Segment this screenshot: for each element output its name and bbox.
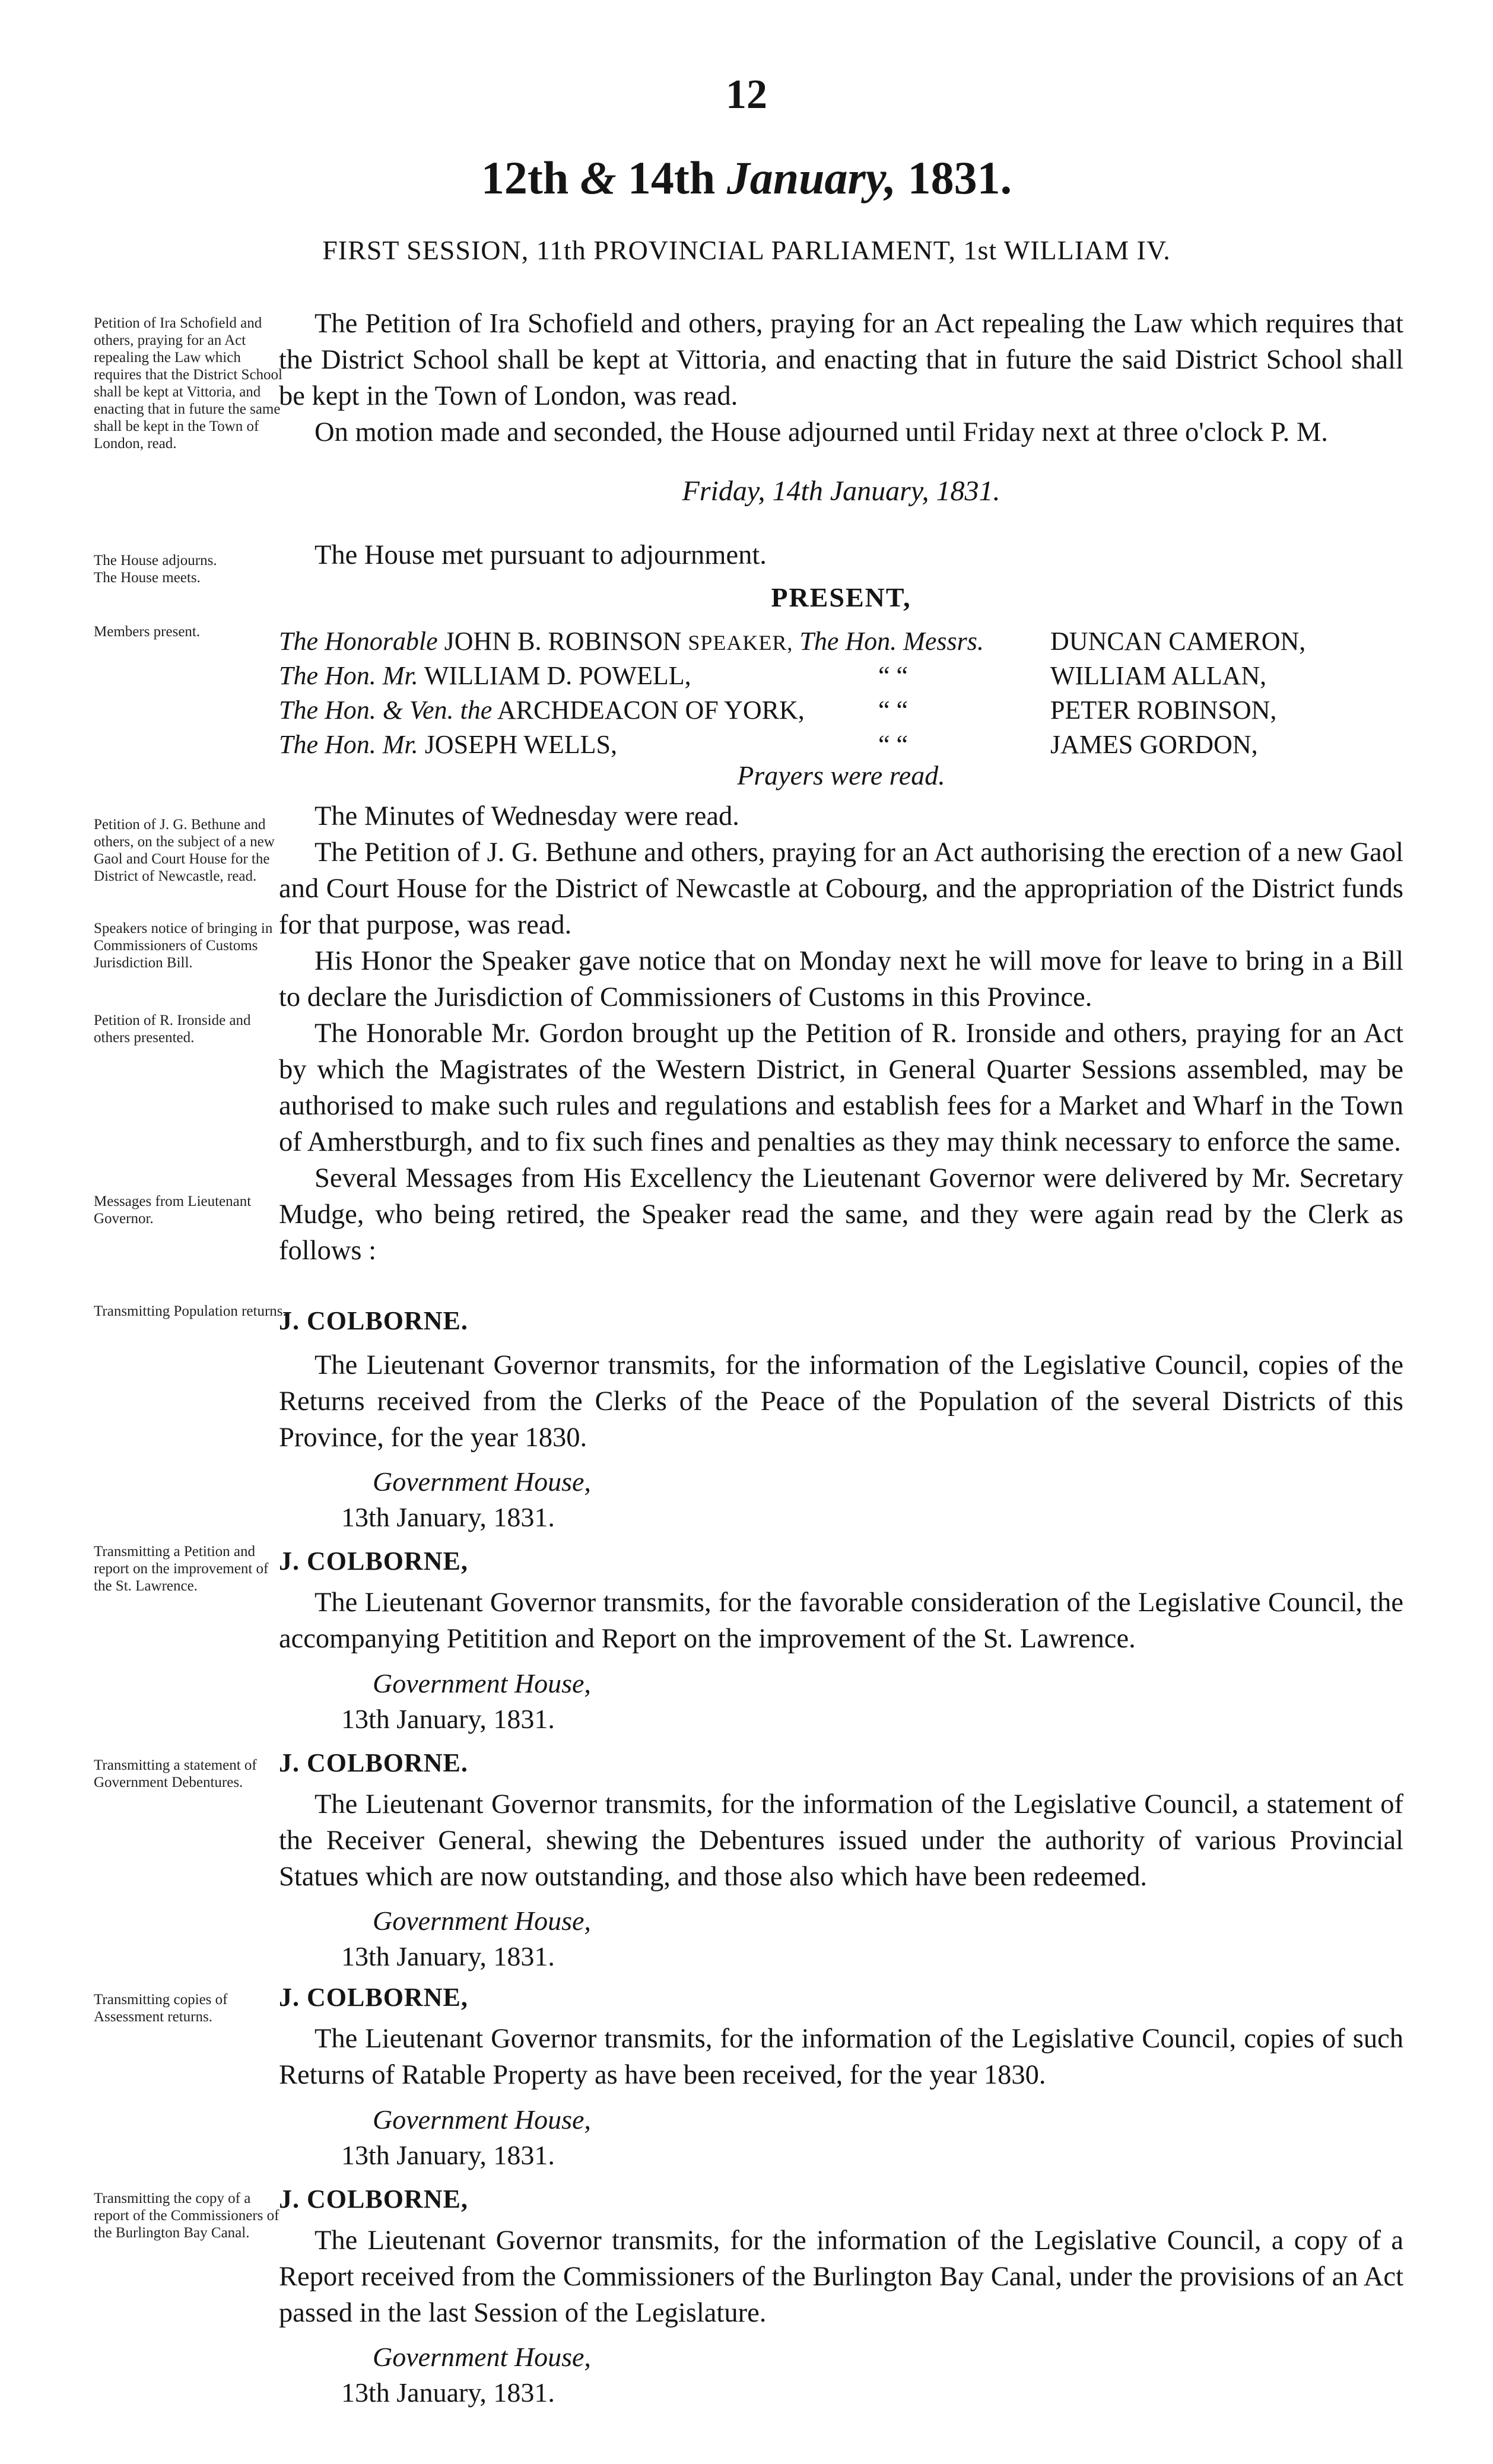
- margin-note-ironside: Petition of R. Ironside and others presented.: [94, 1012, 251, 1046]
- member-title: SPEAKER,: [688, 631, 793, 655]
- message-signature: J. COLBORNE.: [279, 1748, 468, 1777]
- bethune-petition-paragraph: The Petition of J. G. Bethune and others, praying for an Act authorising the erection of a new Gaol and Court House for the District of Newcastle at Cobourg, and the appropriation of the District funds for that purpose, was read.: [279, 837, 1403, 940]
- member-ditto: The Hon. Messrs.: [799, 627, 984, 656]
- message-body: The Lieutenant Governor transmits, for the favorable consideration of the Legislative Council, the accompanying Petitition and Report on the improvement of the St. Lawrence.: [279, 1587, 1403, 1654]
- member-ditto: “ “: [878, 696, 908, 725]
- house-met-section: [279, 537, 1403, 573]
- member-row-right: WILLIAM ALLAN,: [1050, 661, 1267, 690]
- minutes-paragraph: The Minutes of Wednesday were read.: [315, 801, 739, 831]
- message-body: The Lieutenant Governor transmits, for the information of the Legislative Council, a statement of the Receiver General, shewing the Debentures issued under the authority of various Provincial Statues which are now outstanding, and those also which have been redeemed.: [279, 1789, 1403, 1892]
- opening-section: [279, 306, 1403, 450]
- member-row: [279, 661, 691, 696]
- present-label: PRESENT,: [771, 582, 911, 612]
- message-date: 13th January, 1831.: [341, 2140, 555, 2170]
- schofield-petition-paragraph: The Petition of Ira Schofield and others, praying for an Act repealing the Law which requires that the District School shall be kept at Vittoria, and enacting that in future the said District School shall be kept in the Town of London, was read.: [279, 309, 1403, 411]
- member-row: [279, 695, 805, 731]
- message-place: Government House,: [373, 1906, 591, 1936]
- member-ditto: “ “: [878, 730, 908, 759]
- margin-note-assessment: Transmitting copies of Assessment returns.: [94, 1992, 228, 2025]
- proceedings-section: [279, 798, 1403, 1269]
- member-name: ARCHDEACON OF YORK,: [497, 696, 805, 725]
- message-signature: J. COLBORNE,: [279, 2184, 468, 2214]
- margin-note-bethune: Petition of J. G. Bethune and others, on the subject of a new Gaol and Court House for the District of Newcastle, read.: [94, 817, 275, 884]
- date-amp: &: [580, 152, 617, 204]
- member-name: JOSEPH WELLS,: [424, 730, 618, 759]
- page-number: 12: [726, 72, 767, 118]
- date-year: 1831.: [907, 152, 1012, 204]
- member-row-right: PETER ROBINSON,: [1050, 696, 1277, 725]
- margin-note-meets: The House meets.: [94, 570, 201, 586]
- margin-note-speaker-notice: Speakers notice of bringing in Commissioners of Customs Jurisdiction Bill.: [94, 920, 273, 971]
- session-heading: FIRST SESSION, 11th PROVINCIAL PARLIAMENT, 1st WILLIAM IV.: [322, 235, 1171, 265]
- prayers-line: Prayers were read.: [737, 760, 945, 790]
- speaker-notice-paragraph: His Honor the Speaker gave notice that on Monday next he will move for leave to bring in a Bill to declare the Jurisdiction of Commissioners of Customs in this Province.: [279, 946, 1403, 1012]
- message-signature: J. COLBORNE.: [279, 1306, 468, 1335]
- margin-note-debentures: Transmitting a statement of Government Debentures.: [94, 1757, 257, 1790]
- message-body: The Lieutenant Governor transmits, for the information of the Legislative Council, copies of such Returns of Ratable Property as have been received, for the year 1830.: [279, 2024, 1403, 2090]
- message-signature: J. COLBORNE,: [279, 1547, 468, 1576]
- message-body: The Lieutenant Governor transmits, for the information of the Legislative Council, copies of the Returns received from the Clerks of the Peace of the Population of the several Districts of this Province, for the year 1830.: [279, 1350, 1403, 1453]
- date-part1: 12th: [481, 152, 569, 204]
- messages-intro-paragraph: Several Messages from His Excellency the Lieutenant Governor were delivered by Mr. Secretary Mudge, who being retired, the Speaker read the same, and they were again read by the Clerk as follows :: [279, 1163, 1403, 1266]
- member-prefix: The Hon. Mr.: [279, 661, 418, 690]
- message-place: Government House,: [373, 1668, 591, 1698]
- message-place: Government House,: [373, 2104, 591, 2135]
- member-prefix: The Honorable: [279, 627, 438, 656]
- message-date: 13th January, 1831.: [341, 2377, 555, 2408]
- message-date: 13th January, 1831.: [341, 1502, 555, 1532]
- margin-note-population: Transmitting Population returns.: [94, 1303, 287, 1319]
- margin-note-schofield: Petition of Ira Schofield and others, praying for an Act repealing the Law which requires that the District School shall be kept at Vittoria, and enacting that in future the same shall be kept in the Town of London, read.: [94, 315, 282, 452]
- date-part2: 14th: [627, 152, 716, 204]
- member-ditto: “ “: [878, 661, 908, 690]
- message-date: 13th January, 1831.: [341, 1941, 555, 1971]
- member-name: JOHN B. ROBINSON: [444, 627, 682, 656]
- message-place: Government House,: [373, 1466, 591, 1497]
- member-name: WILLIAM D. POWELL,: [424, 661, 691, 690]
- friday-heading: Friday, 14th January, 1831.: [682, 475, 1000, 507]
- member-row: [279, 626, 984, 662]
- message-date: 13th January, 1831.: [341, 1704, 555, 1734]
- member-row-right: DUNCAN CAMERON,: [1050, 627, 1306, 656]
- margin-note-st-lawrence: Transmitting a Petition and report on the improvement of the St. Lawrence.: [94, 1544, 269, 1594]
- margin-note-members: Members present.: [94, 624, 201, 640]
- date-month: January,: [726, 152, 897, 204]
- adjourn-paragraph: On motion made and seconded, the House adjourned until Friday next at three o'clock P. M.: [315, 417, 1328, 447]
- ironside-petition-paragraph: The Honorable Mr. Gordon brought up the Petition of R. Ironside and others, praying for an Act by which the Magistrates of the Western District, in General Quarter Sessions assembled, may be authorised to make such rules and regulations and establish fees for a Market and Wharf in the Town of Amherstburgh, and to fix such fines and penalties as they may think necessary to enforce the same.: [279, 1018, 1403, 1157]
- date-heading: [0, 151, 1493, 205]
- margin-note-adjourns: The House adjourns.: [94, 553, 217, 569]
- member-row-right: JAMES GORDON,: [1050, 730, 1258, 759]
- message-signature: J. COLBORNE,: [279, 1983, 468, 2012]
- house-met-paragraph: The House met pursuant to adjournment.: [315, 540, 767, 570]
- member-prefix: The Hon. Mr.: [279, 730, 418, 759]
- member-prefix: The Hon. & Ven. the: [279, 696, 493, 725]
- margin-note-messages: Messages from Lieutenant Governor.: [94, 1193, 252, 1227]
- message-body: The Lieutenant Governor transmits, for the information of the Legislative Council, a copy of a Report received from the Commissioners of the Burlington Bay Canal, under the provisions of an Act passed in the last Session of the Legislature.: [279, 2225, 1403, 2328]
- message-place: Government House,: [373, 2342, 591, 2372]
- margin-note-burlington: Transmitting the copy of a report of the Commissioners of the Burlington Bay Canal.: [94, 2190, 279, 2241]
